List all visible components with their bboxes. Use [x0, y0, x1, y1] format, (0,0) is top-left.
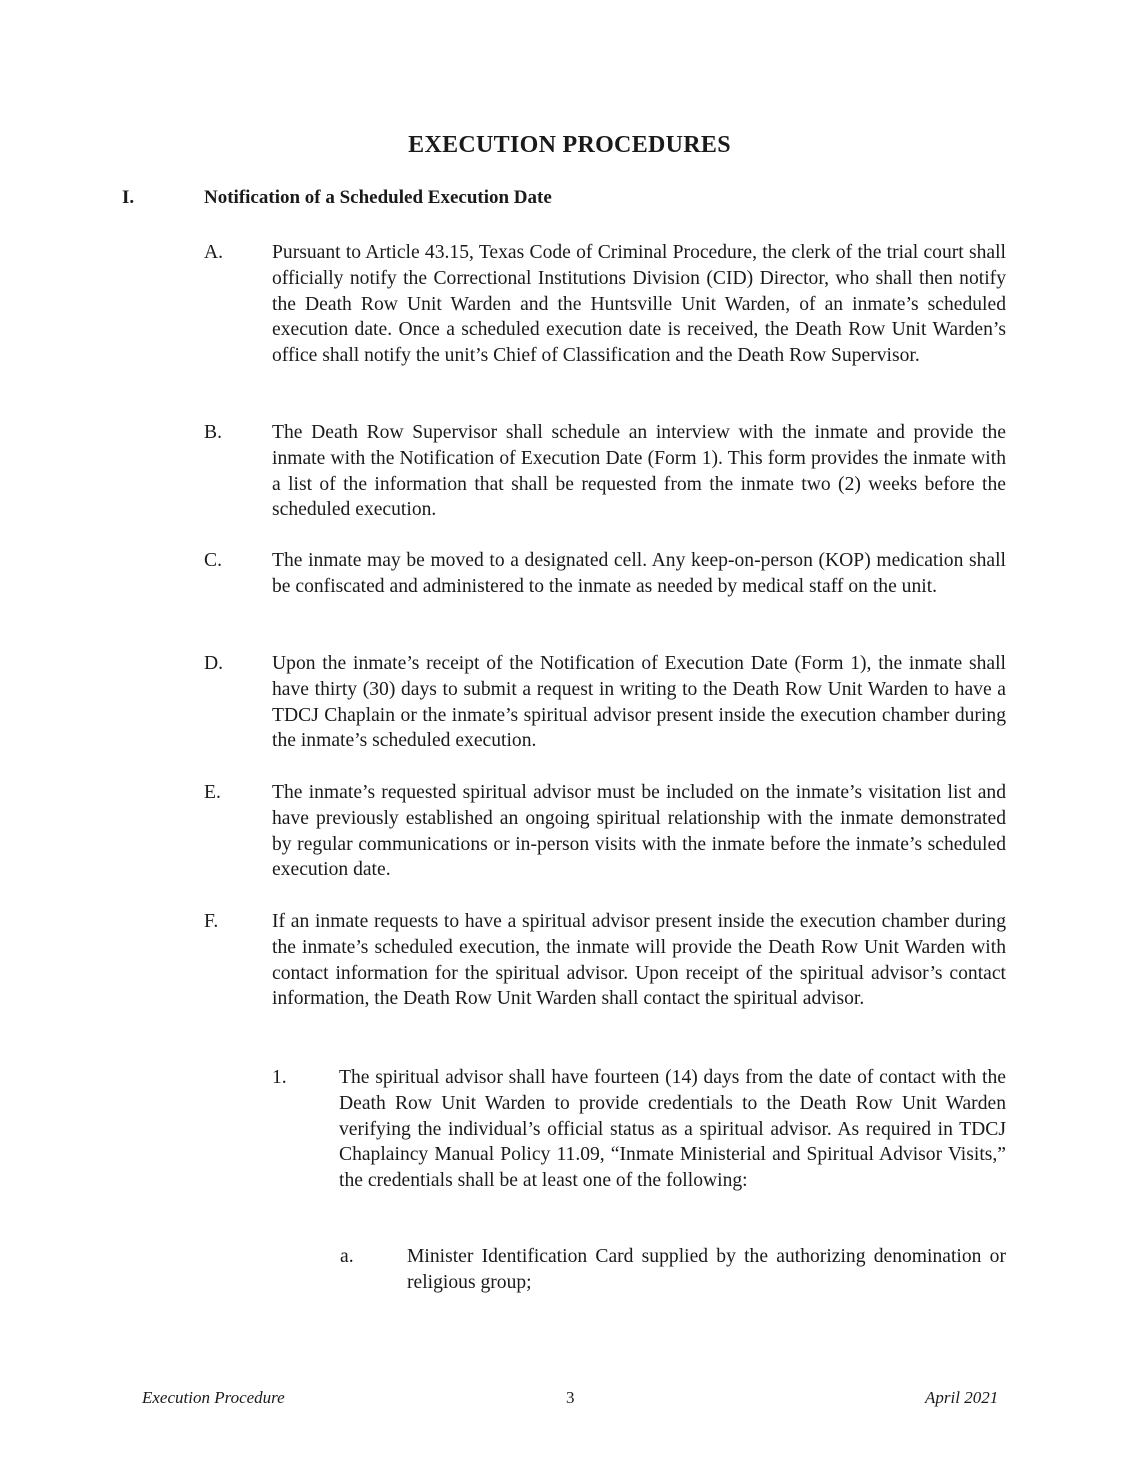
footer-page-number: 3: [566, 1388, 575, 1407]
paragraph-label: C.: [204, 550, 222, 571]
paragraph-label: E.: [204, 782, 221, 803]
paragraph-label: F.: [204, 911, 219, 932]
subparagraph-text: The spiritual advisor shall have fourteen (14) days from the date of contact with the Death Row Unit Warden to provide credentials to the Death Row Unit Warden verifying the individual’s official status as a spiritual advisor. As required in TDCJ Chaplaincy Manual Policy 11.09, “Inmate Ministerial and Spiritual Advisor Visits,” the credentials shall be at least one of the following:: [339, 1067, 1006, 1192]
paragraph-label: B.: [204, 422, 222, 443]
footer-document-name: Execution Procedure: [142, 1388, 285, 1407]
paragraph-text: The inmate’s requested spiritual advisor must be included on the inmate’s visitation list and have previously established an ongoing spiritual relationship with the inmate demonstrated by regular communications or in-person visits with the inmate before the inmate’s scheduled execution date.: [272, 782, 1006, 881]
list-item-label: a.: [340, 1246, 354, 1267]
paragraph-text: Pursuant to Article 43.15, Texas Code of Criminal Procedure, the clerk of the trial court shall officially notify the Correctional Institutions Division (CID) Director, who shall then notify the Death Row Unit Warden and the Huntsville Unit Warden, of an inmate’s scheduled execution date. Once a scheduled execution date is received, the Death Row Unit Warden’s office shall notify the unit’s Chief of Classification and the Death Row Supervisor.: [272, 242, 1006, 367]
section-title: Notification of a Scheduled Execution Date: [204, 187, 552, 208]
list-item-text: Minister Identification Card supplied by the authorizing denomination or religious group;: [407, 1246, 1006, 1293]
subparagraph-label: 1.: [272, 1067, 287, 1088]
section-number: I.: [122, 187, 135, 208]
paragraph-label: A.: [204, 242, 224, 263]
paragraph-text: Upon the inmate’s receipt of the Notification of Execution Date (Form 1), the inmate shall have thirty (30) days to submit a request in writing to the Death Row Unit Warden to have a TDCJ Chaplain or the inmate’s spiritual advisor present inside the execution chamber during the inmate’s scheduled execution.: [272, 653, 1006, 752]
paragraph-label: D.: [204, 653, 224, 674]
page-title: EXECUTION PROCEDURES: [408, 132, 731, 158]
footer-date: April 2021: [925, 1388, 999, 1407]
paragraph-text: If an inmate requests to have a spiritual advisor present inside the execution chamber during the inmate’s scheduled execution, the inmate will provide the Death Row Unit Warden with contact information for the spiritual advisor. Upon receipt of the spiritual advisor’s contact information, the Death Row Unit Warden shall contact the spiritual advisor.: [272, 911, 1006, 1010]
paragraph-text: The inmate may be moved to a designated cell. Any keep-on-person (KOP) medication shall be confiscated and administered to the inmate as needed by medical staff on the unit.: [272, 550, 1006, 597]
paragraph-text: The Death Row Supervisor shall schedule an interview with the inmate and provide the inmate with the Notification of Execution Date (Form 1). This form provides the inmate with a list of the information that shall be requested from the inmate two (2) weeks before the scheduled execution.: [272, 422, 1006, 521]
